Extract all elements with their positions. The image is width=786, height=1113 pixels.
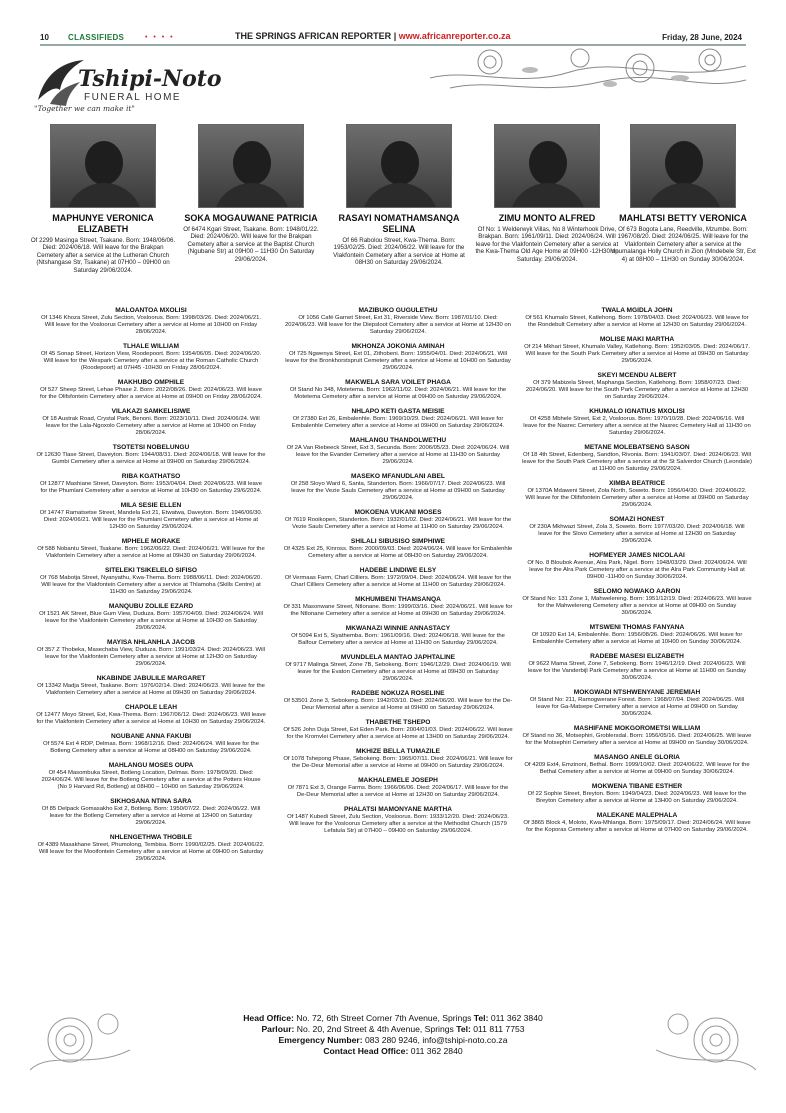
logo-subtitle: FUNERAL HOME — [84, 92, 182, 103]
featured-obituary — [474, 124, 620, 263]
obituary-details: Of 45 Sonap Street, Horizon View, Roodepoort. Born: 1954/06/05. Died: 2024/06/20. Will leave for the Wespark Cemetery after a service at the Roman Catholic Church (Roodepoort) at 07H45 -10H30 on Friday 28/06/2024. — [40, 351, 262, 371]
obituary-entry — [36, 567, 266, 596]
obituary-details: Of Stand No: 211, Ramogwerane Forest. Born: 1968/07/04. Died: 2024/06/25. Will leave for Ga-Matsepe Cemetery after a service at Home at 09H00 on Sunday 30/06/2024. — [529, 697, 745, 717]
paper-name: THE SPRINGS AFRICAN REPORTER — [235, 31, 392, 41]
logo-tagline: "Together we can make it" — [34, 104, 135, 113]
deceased-name: NHLAPO KETI GASTA MEISIE — [351, 408, 445, 415]
obituary-entry — [522, 307, 752, 329]
deceased-name: MKHIZE BELLA TUMAZILE — [356, 748, 440, 755]
deceased-name: MAPHUNYE VERONICA ELIZABETH — [52, 213, 154, 234]
obituary-entry — [36, 538, 266, 560]
featured-obituary — [178, 124, 324, 263]
page-number: 10 — [40, 33, 49, 42]
obituary-details: Of 1056 Café Garnet Street, Ext 31, Riverside View. Born: 1987/01/10. Died: 2024/06/23. Will leave for the Diepsloot Cemetery after a service at Home at 12H30 on Saturday 29/06/2024. — [285, 315, 511, 335]
obituary-entry — [522, 754, 752, 776]
obituary-entry — [522, 516, 752, 545]
floral-corner-left-icon — [30, 1000, 130, 1080]
deceased-name: SELOMO NGWAKO AARON — [593, 588, 681, 595]
obituary-details: Of 18 4th Street, Edenberg, Sandton, Rivonia. Born: 1941/03/07. Died: 2024/06/23. Will leave for the South Park Cemetery after a service at the St Salverdor Church (Leondale) at 11H00 on Saturday 29/06/2024. — [522, 452, 752, 472]
deceased-name: MILA SESIE ELLEN — [120, 502, 182, 509]
obituary-details: Of 2299 Masinga Street, Tsakane. Born: 1948/06/06. Died: 2024/06/18. Will leave for the Brakpan Cemetery after a service at the Lutheran Church (Ntshangase Str, Tsakane) at 07H00 – 09H00 on Saturday 29/06/2024. — [30, 237, 176, 274]
obituary-details: Of Stand no 36, Motsephiri, Groblersdal. Born: 1956/05/16. Died: 2024/06/25. Will leave for the Motsephiri Cemetery after a service at Home at 09H00 on Sunday 30/06/2024. — [522, 733, 752, 746]
obituary-entry — [283, 437, 513, 466]
obituary-details: Of 331 Masonwane Street, Ntlonane. Born: 1999/03/16. Died: 2024/06/21. Will leave for the Ntlonane Cemetery after a service at Home at 09H30 on Saturday 29/06/2024. — [283, 604, 513, 617]
obituary-details: Of 9622 Mama Street, Zone 7, Sebokeng. Born: 1946/12/19. Died: 2024/06/23. Will leave for the Vanderbijl Park Cemetery after a service at Home at 11H00 on Sunday 30/06/2024. — [527, 661, 747, 681]
deceased-name: NKABINDE JABULILE MARGARET — [96, 675, 206, 682]
deceased-name: MASANGO ANELE GLORIA — [594, 754, 680, 761]
deceased-name: MOKOENA VUKANI MOSES — [354, 509, 442, 516]
obituary-entry — [36, 798, 266, 827]
obituary-column-left — [36, 307, 266, 870]
obituary-details: Of 526 John Duja Street, Ext Eden Park. Born: 2004/01/03. Died: 2024/06/22. Will leave for the Kromvlei Cemetery after a service at Home at 13H00 on Saturday 29/06/2024. — [283, 727, 513, 740]
obituary-entry — [36, 675, 266, 697]
obituary-entry — [522, 408, 752, 437]
obituary-entry — [283, 379, 513, 401]
title-separator: | — [393, 31, 397, 41]
obituary-details: Of 22 Sophie Street, Breyton. Born: 1949/04/23. Died: 2024/06/23. Will leave for the Breyton Cemetery after a service at Home at 13H00 on Saturday 29/06/2024. — [527, 791, 747, 804]
deceased-name: VILAKAZI SAMKELISIWE — [111, 408, 191, 415]
obituary-details: Of 768 Mabotja Street, Nyanyathu, Kwa-Thema. Born: 1988/06/11. Died: 2024/06/20. Will leave for the Vlakfontein Cemetery after a service at Thlamoha (Skills Centre) at 11H30 on Saturday 29/06/2024. — [40, 575, 262, 595]
deceased-name: HADEBE LINDIWE ELSY — [359, 567, 437, 574]
obituary-entry — [36, 502, 266, 531]
obituary-details: Of No. 8 Bloubok Avenue, Alra Park, Nigel. Born: 1948/03/29. Died: 2024/06/24. Will leave for the Alra Park Cemetery after a service at the Alra Park Community Hall at 09H00 -11H00 on Sunday 30/06/2024. — [527, 560, 747, 580]
deceased-name: METANE MOLEBATSENG SASON — [584, 444, 690, 451]
deceased-name: NHLENGETHWA THOBILE — [109, 834, 193, 841]
obituary-entry — [36, 408, 266, 437]
obituary-entry — [283, 473, 513, 502]
obituary-details: Of 4325 Ext 25, Kinross. Born: 2000/09/03. Died: 2024/06/24. Will leave for Embalenhle Cemetery after a service at Home at 08H30 on Saturday 29/06/2024. — [283, 546, 513, 559]
deceased-name: MAHLATSI BETTY VERONICA — [619, 213, 747, 223]
obituary-details: Of 85 Delpack Gomasakho Ext 2, Botleng. Born: 1950/07/22. Died: 2024/06/22. Will leave for the Botleng Cemetery after a service at Home at 12H00 on Saturday 29/06/2024. — [41, 806, 261, 826]
featured-obituary — [326, 124, 472, 267]
deceased-name: RADEBE NOKUZA ROSELINE — [351, 690, 445, 697]
obituary-details: Of Stand No: 131 Zone 1, Mahwelereng. Born: 1951/12/19. Died: 2024/06/23. Will leave for the Mahwelereng Cemetery after a service at Home at 09H00 on Sunday 30/06/2024. — [522, 596, 752, 616]
obituary-column-middle — [283, 307, 513, 842]
obituary-details: Of 66 Rabolou Street, Kwa-Thema. Born: 1953/02/25. Died: 2024/06/22. Will leave for the Vlakfontein Cemetery after a service at Home at 08H30 on Saturday 29/06/2024. — [333, 237, 465, 267]
deceased-name: MKWANAZI WINNIE ANNASTACY — [345, 625, 451, 632]
obituary-entry — [522, 689, 752, 718]
obituary-entry — [283, 596, 513, 618]
obituary-details: Of 258 Sloyo Ward 6, Santa, Standerton. Born: 1966/07/17. Died: 2024/06/23. Will leave for the Vezie Sauls Cemetery after a service at Home at 09H00 on Saturday 29/06/2024. — [290, 481, 506, 501]
obituary-entry — [36, 379, 266, 401]
obituary-entry — [283, 719, 513, 741]
obituary-details: Of 725 Ngwenya Street, Ext 01, Zithobeni. Born: 1955/04/01. Died: 2024/06/21. Will leave for the Bronkhorstspruit Cemetery after a service at Home at 10H00 on Saturday 29/06/2024. — [285, 351, 511, 371]
obituary-details: Of 27380 Ext 26, Embalenhle. Born: 1969/10/29. Died: 2024/06/21. Will leave for Embalenhle Cemetery after a service at Home at 09H00 on Saturday 29/06/2024. — [291, 416, 505, 429]
deceased-name: MALEKANE MALEPHALA — [596, 812, 678, 819]
obituary-details: Of 5094 Ext 5, Siyathemba. Born: 1961/09/16. Died: 2024/06/18. Will leave for the Balfour Cemetery after a service at Home at 11H30 on Saturday 29/06/2024. — [291, 633, 505, 646]
obituary-entry — [283, 748, 513, 770]
deceased-name: MAKHUBO OMPHILE — [117, 379, 185, 386]
obituary-entry — [522, 624, 752, 646]
deceased-name: MPHELE MORAKE — [121, 538, 181, 545]
obituary-entry — [522, 725, 752, 747]
issue-date: Friday, 28 June, 2024 — [662, 33, 742, 42]
obituary-details: Of 1078 Tshepong Phase, Sebokeng. Born: 1965/07/11. Died: 2024/06/21. Will leave for the De-Deur Memorial after a service at Home at 09H00 on Saturday 29/06/2024. — [283, 756, 513, 769]
parlour-line: Parlour: No. 20, 2nd Street & 4th Avenue, Springs Tel: 011 811 7753 — [261, 1024, 525, 1034]
obituary-details: Of Vermaas Farm, Charl Cilliers. Born: 1972/09/04. Died: 2024/06/24. Will leave for the Charl Cilliers Cemetery after a service at Home at 11H00 on Saturday 29/06/2024. — [284, 575, 512, 588]
obituary-entry — [522, 812, 752, 834]
obituary-entry — [522, 552, 752, 581]
deceased-name: ZIMU MONTO ALFRED — [498, 213, 596, 223]
deceased-name: KHUMALO IGNATIUS MXOLISI — [589, 408, 685, 415]
obituary-entry — [522, 444, 752, 473]
obituary-details: Of 379 Mabizela Street, Maphanga Section, Katlehong. Born: 1958/07/23. Died: 2024/06/20. Will leave for the South Park Cemetery after a service at Home at 12H30 on Saturday 29/06/2024. — [525, 380, 749, 400]
portrait-photo — [494, 124, 600, 208]
obituary-details: Of 4209 Ext4, Emzinoni, Bethal. Born: 1999/10/02. Died: 2024/06/22. Will leave for the Bethal Cemetery after a service at Home at 09H00 on Sunday 30/06/2024. — [524, 762, 750, 775]
obituary-details: Of 14747 Ramatsetse Street, Mandela Ext 21, Etwatwa, Daveyton. Born: 1946/06/30. Died: 2024/06/21. Will leave for the Phumlani Cemetery after a service at Home at 12H30 on Saturday 29/06/2024. — [39, 510, 263, 530]
obituary-details: Of 230A Mkhwazi Street, Zola 3, Soweto. Born: 1977/03/20. Died: 2024/06/18. Will leave for the Slovo Cemetery after a service at Home at 12H30 on Saturday 29/06/2024. — [529, 524, 745, 544]
deceased-name: MOLISE MAKI MARTHA — [599, 336, 675, 343]
obituary-entry — [36, 444, 266, 466]
obituary-entry — [36, 733, 266, 755]
obituary-details: Of 12477 Moyo Street, Ext, Kwa-Thema. Born: 1967/06/12. Died: 2024/06/23. Will leave for the Vlakfontein Cemetery after a service at Home at 10H30 on Saturday 29/06/2024. — [36, 712, 266, 725]
obituary-entry — [283, 307, 513, 336]
decorative-dots: • • • • — [145, 34, 175, 41]
deceased-name: MAKHALEMELE JOSEPH — [358, 777, 438, 784]
floral-ornament-icon — [430, 48, 746, 110]
masthead — [0, 0, 786, 48]
deceased-name: MASHIFANE MOKGOROMETSI WILLIAM — [573, 725, 701, 732]
section-label: CLASSIFIEDS — [68, 33, 125, 42]
deceased-name: CHAPOLE LEAH — [124, 704, 178, 711]
deceased-name: SIKHOSANA NTINA SARA — [110, 798, 192, 805]
deceased-name: MAHLANGU THANDOLWETHU — [349, 437, 447, 444]
obituary-entry — [36, 639, 266, 668]
obituary-details: Of 4258 Mbhele Street, Ext 2, Vosloorus. Born: 1970/10/28. Died: 2024/06/16. Will leave for the Nasrec Cemetery after a service at the Nasrec Cemetery Hall at 11H30 on Saturday 29/06/2024. — [523, 416, 751, 436]
obituary-details: Of 1370A Mdaweni Street, Zola North, Soweto. Born: 1956/04/30. Died: 2024/06/22. Will leave for the Olifsfontein Cemetery after a service at Home at 09H00 on Saturday 29/06/2024. — [525, 488, 749, 508]
obituary-column-right — [522, 307, 752, 841]
obituary-details: Of 214 Mkhari Street, Khumalo Valley, Katlehong. Born: 1952/03/05. Died: 2024/06/17. Will leave for the South Park Cemetery after a service at Home at 09H30 on Saturday 29/06/2024. — [524, 344, 750, 364]
portrait-photo — [346, 124, 452, 208]
deceased-name: MOKGWADI NTSHWENYANE JEREMIAH — [573, 689, 701, 696]
obituary-details: Of 1487 Kubedi Street, Zulu Section, Vosloorus. Born: 1933/12/20. Died: 2024/06/23. Will leave for the Vosloorus Cemetery after a service at the Methodist Church (1579 Lefatula Str) at 07H00 – 09H00 on Saturday 29/06/2024. — [287, 814, 509, 834]
obituary-details: Of 12630 Tlase Street, Daveyton. Born: 1944/08/31. Died: 2024/06/18. Will leave for the Gumbi Cemetery after a service at Home at 09H00 on Saturday 29/06/2024. — [36, 452, 266, 465]
obituary-entry — [283, 690, 513, 712]
obituary-entry — [522, 653, 752, 682]
obituary-details: Of 13342 Madja Street, Tsakane. Born: 1976/02/14. Died: 2024/06/23. Will leave for the Vlakfontein Cemetery after a service at Home at 09H30 on Saturday 29/06/2024. — [37, 683, 265, 696]
obituary-details: Of 588 Nobantu Street, Tsakane. Born: 1962/06/22. Died: 2024/06/21. Will leave for the Vlakfontein Cemetery after a service at Home at 09H30 on Saturday 29/06/2024. — [37, 546, 265, 559]
obituary-entry — [283, 408, 513, 430]
obituary-entry — [522, 783, 752, 805]
featured-obituary — [30, 124, 176, 274]
head-office-line: Head Office: No. 72, 6th Street Corner 7th Avenue, Springs Tel: 011 362 3840 — [243, 1013, 543, 1023]
portrait-photo — [630, 124, 736, 208]
deceased-name: HOFMEYER JAMES NICOLAAI — [589, 552, 685, 559]
obituary-entry — [522, 588, 752, 617]
obituary-details: Of 561 Khumalo Street, Katlehong. Born: 1978/04/03. Died: 2024/06/23. Will leave for the Rondebult Cemetery after a service at Home at 12H30 on Saturday 29/06/2024. — [525, 315, 749, 328]
deceased-name: SOKA MOGAUWANE PATRICIA — [184, 213, 318, 223]
obituary-entry — [283, 777, 513, 799]
obituary-details: Of 10920 Ext 14, Embalenhle. Born: 1956/08/26. Died: 2024/06/26. Will leave for Embalenhle Cemetery after a service at Home at 10H00 on Sunday 30/06/2024. — [531, 632, 743, 645]
deceased-name: SKEYI MCENDU ALBERT — [597, 372, 677, 379]
deceased-name: MAKWELA SARA VOILET PHAGA — [345, 379, 451, 386]
deceased-name: MOKWENA TIBANE ESTHER — [591, 783, 683, 790]
deceased-name: MKHUMBENI THAMSANQA — [355, 596, 441, 603]
deceased-name: RIBA KGATHATSO — [121, 473, 181, 480]
obituary-entry — [36, 473, 266, 495]
obituary-details: Of 357 Z Thobeka, Masechaba View, Duduza. Born: 1991/03/24. Died: 2024/06/23. Will leave for the Vlakfontein Cemetery after a service at Home at 12H30 on Saturday 29/06/2024. — [36, 647, 266, 667]
floral-corner-right-icon — [656, 1000, 756, 1080]
obituary-details: Of 7619 Rooikopen, Standerton. Born: 1932/01/02. Died: 2024/06/21. Will leave for the Vezie Sauls Cemetery after a service at Home at 11H00 on Saturday 29/06/2024. — [284, 517, 512, 530]
deceased-name: SITELEKI TSIKELELO SIFISO — [105, 567, 197, 574]
deceased-name: XIMBA BEATRICE — [608, 480, 666, 487]
obituary-entry — [36, 762, 266, 791]
obituary-details: Of 4389 Masakhane Street, Phumolong, Tembisa. Born: 1990/02/25. Died: 2024/06/22. Will leave for the Mooifontein Cemetery after a service at Home at 09H00 on Saturday 29/06/2024. — [37, 842, 265, 862]
obituary-details: Of 18 Austrak Road, Crystal Park, Benoni. Born: 2023/10/11. Died: 2024/06/24. Will leave for the Lala-Ngoxolo Cemetery after a service at Home at 10H00 on Friday 28/06/2024. — [42, 416, 260, 436]
obituary-entry — [36, 704, 266, 726]
deceased-name: MAHLANGU MOSES OUPA — [108, 762, 194, 769]
deceased-name: NGUBANE ANNA FAKUBI — [110, 733, 192, 740]
deceased-name: THABETHE TSHEPO — [365, 719, 431, 726]
obituary-details: Of 673 Bogota Lane, Reedville, Mzumbe. Born: 1967/08/20. Died: 2024/06/25. Will leave for the Vlakfontein Cemetery after a service at the Mpumalanga Holly Church in Zion (Mndebele Str, Ext 4) at 08H00 – 11H30 on Sunday 30/06/2024. — [610, 226, 756, 263]
obituary-entry — [283, 806, 513, 835]
deceased-name: MANQUBU ZOLILE EZARD — [108, 603, 194, 610]
deceased-name: MAYISA NHLANHLA JACOB — [107, 639, 195, 646]
obituary-details: Of 5574 Ext 4 RDP, Delmas. Born: 1968/12/16. Died: 2024/06/24. Will leave for the Botleng Cemetery after a service at Home at 08H00 on Saturday 29/06/2024. — [42, 741, 259, 754]
obituary-details: Of 12877 Mashiane Street, Daveyton. Born: 1953/04/04. Died: 2024/06/23. Will leave for the Phumlani Cemetery after a service at Home at 10H30 on Saturday 29/6/2024. — [39, 481, 263, 494]
logo-name: Tshipi-Noto — [78, 66, 222, 92]
paper-title — [235, 31, 510, 41]
obituary-details: Of 2A Van Riebeeck Street, Ext 3, Secunda. Born: 2006/05/23. Died: 2024/06/24. Will leave for the Evander Cemetery after a service at Home at 11H30 on Saturday 29/06/2024. — [286, 445, 510, 465]
header-rule — [40, 44, 746, 46]
obituary-entry — [522, 336, 752, 365]
obituary-details: Of 9717 Malinga Street, Zone 7B, Sebokeng. Born: 1946/12/29. Died: 2024/06/19. Will leave for the Evaton Cemetery after a service at Home at 09H30 on Saturday 29/06/2024. — [285, 662, 511, 682]
deceased-name: MVUNDLELA MANTAO JAPHTALINE — [340, 654, 456, 661]
deceased-name: RADEBE MASESI ELIZABETH — [590, 653, 684, 660]
obituary-entry — [283, 654, 513, 683]
obituary-entry — [283, 509, 513, 531]
obituary-details: Of 6474 Kgari Street, Tsakane. Born: 1948/01/22. Died: 2024/06/20. Will leave for the Brakpan Cemetery after a service at the Baptist Church (Ngubane Str) at 09H00 – 11H30 On Saturday 29/06/2024. — [183, 226, 319, 263]
deceased-name: TWALA MGIDLA JOHN — [601, 307, 673, 314]
contact-line: Contact Head Office: 011 362 2840 — [323, 1046, 463, 1056]
deceased-name: PHALATSI MAMONYANE MARTHA — [343, 806, 453, 813]
portrait-photo — [198, 124, 304, 208]
obituary-details: Of 454 Masombuka Street, Botleng Location, Delmas. Born: 1978/09/20. Died: 2024/06/24. Will leave for the Botleng Cemetery after a service at the Potters House (No 9 Harvard Rd, Botleng) at 08H00 – 10H00 on Saturday 29/06/2024. — [41, 770, 261, 790]
obituary-entry — [283, 343, 513, 372]
portrait-photo — [50, 124, 156, 208]
featured-obituary — [610, 124, 756, 263]
deceased-name: TSOTETSI NOBELUNGU — [112, 444, 190, 451]
obituary-entry — [283, 567, 513, 589]
deceased-name: MKHONZA JOKONIA AMINAH — [351, 343, 445, 350]
obituary-entry — [283, 625, 513, 647]
obituary-details: Of 527 Sheep Street, Lehae Phase 2. Born: 2022/08/26. Died: 2024/06/23. Will leave for the Olifsfontein Cemetery after a service at Home at 09H00 on Friday 28/06/2024. — [40, 387, 262, 400]
obituary-entry — [36, 307, 266, 336]
obituary-details: Of 3865 Block 4, Moloto, Kwa-Mhlanga. Born: 1975/09/17. Died: 2024/06/24. Will leave for the Koporas Cemetery after a service at Home at 07H00 on Saturday 29/06/2024. — [523, 820, 751, 833]
deceased-name: SHILALI SIBUSISO SIMPHIWE — [350, 538, 446, 545]
obituary-details: Of Stand No 348, Motetema. Born: 1962/11/02. Died: 2024/06/21. Will leave for the Motetema Cemetery after a service at Home at 09H00 on Saturday 29/06/2024. — [289, 387, 507, 400]
emergency-line: Emergency Number: 083 280 9246, info@tshipi-noto.co.za — [278, 1035, 508, 1045]
deceased-name: RASAYI NOMATHAMSANQA SELINA — [338, 213, 460, 234]
deceased-name: TLHALE WILLIAM — [122, 343, 180, 350]
obituary-entry — [522, 480, 752, 509]
obituary-entry — [36, 834, 266, 863]
obituary-entry — [283, 538, 513, 560]
deceased-name: MASEKO MFANUDLANI ABEL — [351, 473, 445, 480]
deceased-name: MALOANTOA MXOLISI — [115, 307, 187, 314]
deceased-name: MTSWENI THOMAS FANYANA — [589, 624, 685, 631]
obituary-details: Of 1346 Khoza Street, Zulu Section, Vosloorus. Born: 1998/03/26. Died: 2024/06/21. Will leave for the Vosloorus Cemetery after a service at Home at 10H00 on Friday 28/06/2024. — [40, 315, 262, 335]
obituary-details: Of 1521 AK Street, Blue Gum View, Duduza. Born: 1957/04/09. Died: 2024/06/24. Will leave for the Vlakfontein Cemetery after a service at Home at 10H30 on Saturday 29/06/2024. — [39, 611, 263, 631]
obituary-entry — [36, 343, 266, 372]
obituary-entry — [36, 603, 266, 632]
deceased-name: SOMAZI HONEST — [609, 516, 665, 523]
deceased-name: MAZIBUKO GUGULETHU — [358, 307, 438, 314]
obituary-details: Of 53501 Zone 3, Sebokeng. Born: 1942/03/10. Died: 2024/06/20. Will leave for the De-Deur Memorial after a service at Home at 09H00 on Saturday 29/06/2024. — [283, 698, 513, 711]
obituary-details: Of 7871 Ext 3, Orange Farms. Born: 1966/06/06. Died: 2024/06/17. Will leave for the De-Deur Memorial after a service at Home at 12H30 on Saturday 29/06/2024. — [287, 785, 509, 798]
obituary-details: Of No: 1 Welderwyk Villas, No 8 Winterhook Drive, Brakpan. Born: 1961/09/11. Died: 2024/06/24. Will leave for the Vlakfontein Cemetery after a service at the Kwa-Thema Old Age Home at 09H00 -12H30 on Saturday. 29/06/2024. — [475, 226, 619, 263]
paper-url[interactable]: www.africanreporter.co.za — [398, 31, 511, 41]
contact-footer — [130, 1013, 656, 1057]
obituary-entry — [522, 372, 752, 401]
